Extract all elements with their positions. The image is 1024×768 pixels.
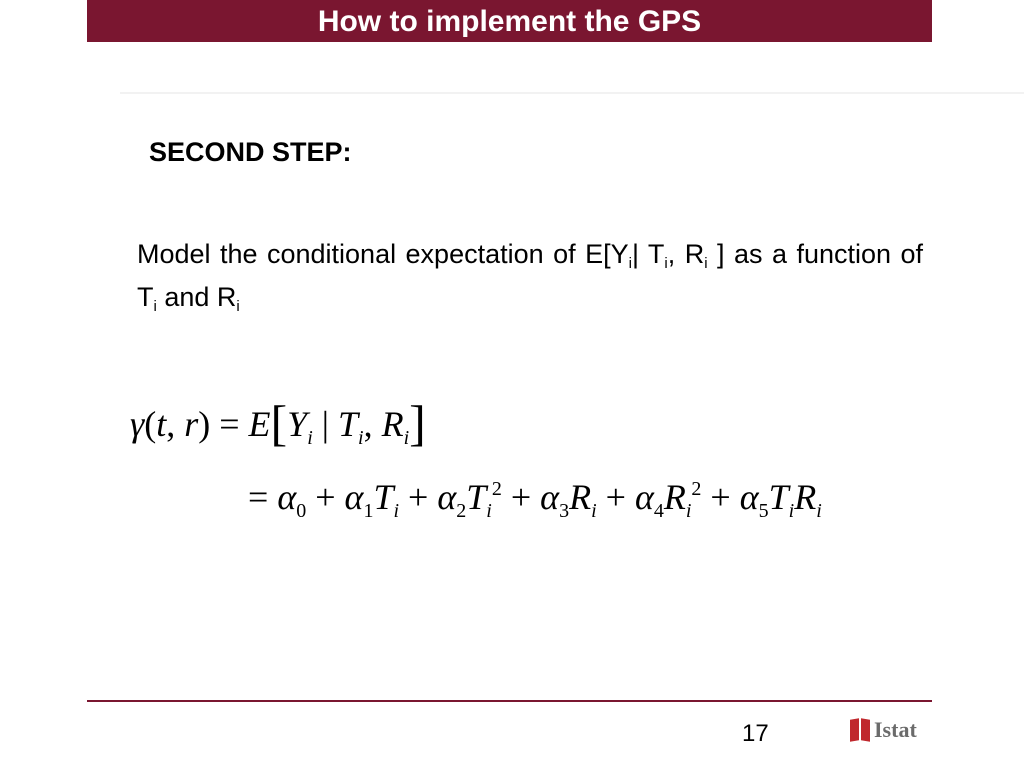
formula-line-1: γ(t, $r) = E[Y_i$ | $T_i$, $R_i$] — [130, 395, 426, 451]
step-description: Model the conditional expectation of $E[Y_i|$ $T_i$, $R_i$ ] as a function of $T_i$ and $R_i$ — [137, 239, 923, 315]
istat-logo-icon — [850, 719, 870, 741]
page-number: 17 — [742, 720, 769, 747]
formula-line-2: = $\alpha_0 + \alpha_1T_i + \alpha_2T_i^2 + \alpha_3R_i + \alpha_4R_i^2 + \alpha_5T_iR_i$ — [248, 477, 822, 522]
logo-text: Istat — [874, 717, 917, 742]
footer-divider — [87, 700, 932, 702]
header-divider — [120, 92, 1024, 94]
istat-logo — [850, 717, 917, 743]
slide-title: How to implement the GPS — [317, 5, 702, 38]
title-bar — [87, 0, 932, 42]
step-heading: SECOND STEP: — [149, 137, 352, 167]
